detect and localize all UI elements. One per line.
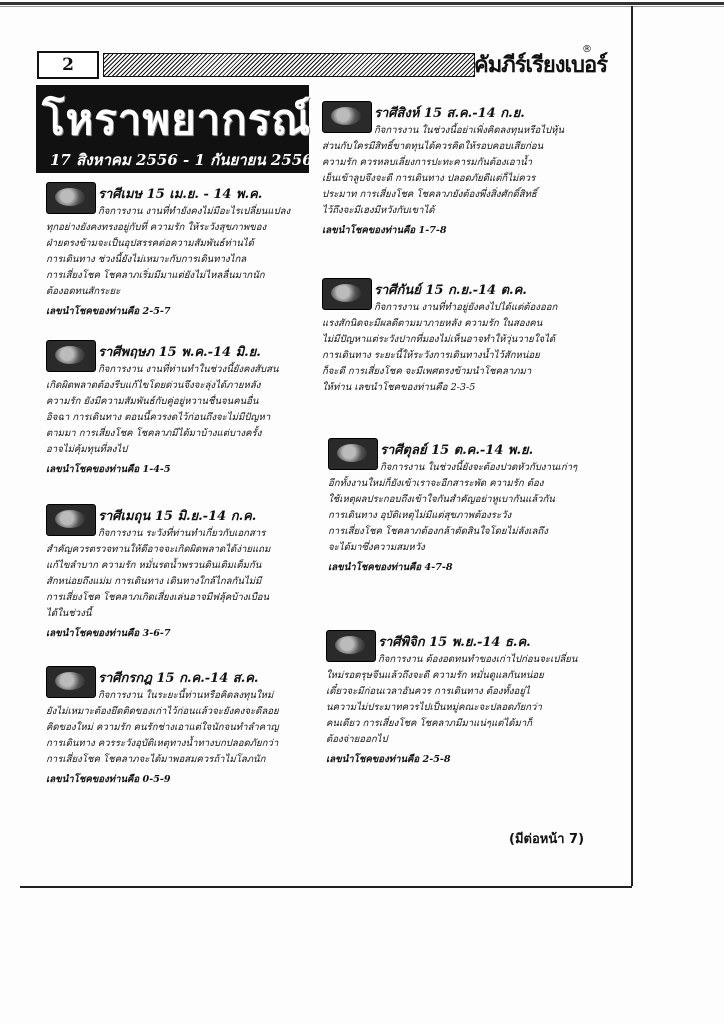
sign-line: คิดของใหม่ ความรัก คนรักช่างเอาแต่ใจนักจนทำลำคาญ: [46, 722, 279, 733]
sign-title: ราศีพิจิก 15 พ.ย.-14 ธ.ค.: [378, 635, 531, 650]
sign-line: เดี๋ยวจะมีก่อนเวลาอันควร การเดินทาง ต้องทั้งอยู่ไ: [326, 686, 530, 697]
sign-line: เกิดผิดพลาดต้องรีบแก้ไขโดยด่วนจึงจะลุ่งได้ภายหลัง: [46, 380, 261, 391]
page-header: [37, 51, 608, 78]
sign-line: อิจฉา การเดินทาง ตอนนี้ควรงดไว้ก่อนถึงจะไม่มีปัญหา: [46, 412, 271, 423]
sign-line: อีกทั้งงานใหม่ก็ยังเข้าเราจะอีกสาระพัด ความรัก ต้อง: [328, 478, 544, 489]
sign-line: ส่วนกับใครมีสิทธิ์ขาดทุนได้ควรคิดให้รอบคอบเสียก่อน: [322, 141, 544, 152]
scales-icon: [328, 438, 378, 470]
sign-line: การเดินทาง ควรระวังอุบัติเหตุทางน้ำทางบกปลอดภัยกว่า: [46, 738, 279, 749]
sign-title: ราศีกรกฎ 15 ก.ค.-14 ส.ค.: [98, 671, 259, 686]
sign-line: กิจการงาน ในช่วงนี้ยังจะต้องปวดหัวกับงานเก่าๆ: [380, 462, 578, 473]
sign-aries: [46, 182, 316, 320]
sign-line: ความรัก ยังมีความสัมพันธ์กับคู่อยู่หวานชื่นจนคนอื่น: [46, 396, 259, 407]
sign-scorpio: [326, 630, 618, 768]
bull-icon: [46, 340, 96, 372]
sign-title: ราศีตุลย์ 15 ต.ค.-14 พ.ย.: [380, 443, 534, 458]
sign-line: เย็นเข้าลูบจึงจะดี การเดินทาง ปลอดภัยดีแต่ก็ไม่ควร: [322, 173, 536, 184]
sign-cancer: [46, 666, 316, 788]
sign-line: ก็จะดี การเสี่ยงโชค จะมีเพศตรงข้ามนำโชคลาภมา: [322, 366, 532, 377]
sign-line: แรงสักนิดจะมีผลดีตามมาภายหลัง ความรัก ในสองคน: [322, 318, 543, 329]
sign-line: คนเดียว การเสี่ยงโชค โชคลาภมีมาแน่ๆแต่ได้มาก็: [326, 718, 533, 729]
sign-line: การเสี่ยงโชค โชคลาภเริ่มมีมาแต่ยังไม่ไหลลื่นมากนัก: [46, 270, 265, 281]
sign-line: กิจการงาน ในระยะนี้ท่านหรือคิดลงทุนใหม่: [98, 690, 274, 701]
sign-line: ได้ในช่วงนี้: [46, 608, 92, 619]
scan-edge: [0, 2, 724, 5]
registered-mark: ®: [582, 44, 592, 55]
sign-line: ใช้เหตุผลประกอบถึงเข้าใจกันสำคัญอย่าหูเบากันแล้วกัน: [328, 494, 555, 505]
sign-leo: [322, 101, 618, 239]
sign-title: ราศีกันย์ 15 ก.ย.-14 ต.ค.: [374, 283, 527, 298]
sign-line: ไม่มีปัญหาแต่ระวังปากที่มองไม่เห็นอาจทำให้วุ่นวายใจได้: [322, 334, 556, 345]
sign-line: กิจการงาน ต้องอดทนทำของเก่าไปก่อนจะเปลี่ยน: [378, 654, 578, 665]
page-number: 2: [37, 51, 99, 79]
sign-title: ราศีพฤษภ 15 พ.ค.-14 มิ.ย.: [98, 345, 261, 360]
sign-virgo: [322, 278, 618, 396]
sign-line: การเสี่ยงโชค โชคลาภเกิดเสี่ยงเล่นอาจมีฟลุ้คบ้างเบือน: [46, 592, 270, 603]
sign-line: ฝ่ายตรงข้ามจะเป็นอุปสรรคต่อความสัมพันธ์ท่านได้: [46, 238, 254, 249]
banner-title: โหราพยากรณ์: [42, 95, 312, 144]
sign-gemini: [46, 504, 316, 642]
sign-line: กิจการงาน งานที่ทำอยู่ยังคงไปได้แต่ต้องออก: [374, 302, 558, 313]
sign-line: อาจไม่คุ้มทุนที่ลงไป: [46, 444, 128, 455]
sign-line: การเดินทาง อุบัติเหตุไม่มีแต่สุขภาพต้องระวัง: [328, 510, 512, 521]
sign-line: นความไม่ประมาทควรไปเป็นหมู่คณะจะปลอดภัยกว่า: [326, 702, 542, 713]
lucky-number: เลขนำโชคของท่านคือ 4-7-8: [328, 562, 453, 573]
sign-line: การเดินทาง ระยะนี้ให้ระวังการเดินทางน้ำไว้สักหน่อย: [322, 350, 540, 361]
sign-title: ราศีเมษ 15 เม.ย. - 14 พ.ค.: [98, 187, 263, 202]
brand-logo: คัมภีร์เรียงเบอร์: [474, 53, 608, 78]
sign-line: การเดินทาง ช่วงนี้ยังไม่เหมาะกับการเดินทางไกล: [46, 254, 247, 265]
sign-line: สำคัญควรตรวจทานให้ดีอาจจะเกิดผิดพลาดได้ง่ายแถม: [46, 544, 271, 555]
scorpion-icon: [326, 630, 376, 662]
sign-line: การเสี่ยงโชค โชคลาภจะได้มาพอสมควรถ้าไม่โลภนัก: [46, 754, 266, 765]
lion-icon: [322, 101, 372, 133]
sign-line: จะได้มาซึ่งความสมหวัง: [328, 542, 425, 553]
lucky-number: เลขนำโชคของท่านคือ 2-5-7: [46, 306, 171, 317]
continued-note: (มีต่อหน้า 7): [509, 832, 585, 847]
sign-libra: [328, 438, 618, 576]
sign-title: ราศีสิงห์ 15 ส.ค.-14 ก.ย.: [374, 106, 525, 121]
header-hatch: [103, 53, 475, 77]
sign-line: สักหน่อยถึงแม่ม การเดินทาง เดินทางใกล้ไกลกันไม่มี: [46, 576, 262, 587]
sign-line: ต้องจ่ายออกไป: [326, 734, 388, 745]
right-rule: [631, 6, 633, 886]
lucky-number: เลขนำโชคของท่านคือ 3-6-7: [46, 628, 171, 639]
sign-line: ใหม่รอตรุษจีนแล้วถึงจะดี ความรัก หมั่นดูแลกันหน่อย: [326, 670, 544, 681]
sign-line: กิจการงาน ระวังที่ท่านทำเกี่ยวกับเอกสาร: [98, 528, 266, 539]
sign-taurus: [46, 340, 316, 478]
lucky-number: เลขนำโชคของท่านคือ 2-5-8: [326, 754, 451, 765]
lucky-number: เลขนำโชคของท่านคือ 1-7-8: [322, 225, 447, 236]
sign-line: ยังไม่เหมาะต้องยึดติดของเก่าไว้ก่อนแล้วจะยังคงจะดีลอย: [46, 706, 279, 717]
sign-line: ตามมา การเสี่ยงโชค โชคลาภมีได้มาบ้างแต่บางครั้ง: [46, 428, 262, 439]
sign-line: ทุกอย่างยังคงทรงอยู่กับที่ ความรัก ให้ระวังสุขภาพของ: [46, 222, 267, 233]
sign-line: ให้ท่าน เลขนำโชคของท่านคือ 2-3-5: [322, 382, 476, 393]
crab-icon: [46, 666, 96, 698]
maiden-icon: [322, 278, 372, 310]
sign-line: กิจการงาน งานที่ท่านทำในช่วงนี้ยังคงสับสน: [98, 364, 279, 375]
sign-line: ต้องอดทนสักระยะ: [46, 286, 121, 297]
sign-line: แก้ไขลำบาก ความรัก หมั่นรดน้ำพรวนดินเติมเต็มกัน: [46, 560, 262, 571]
sign-line: ประมาท การเสี่ยงโชค โชคลาภยังต้องพึ่งสิ่งศักดิ์สิทธิ์: [322, 189, 537, 200]
sign-line: ความรัก ควรหลบเลี่ยงการปะทะคารมกันต้องเอาน้ำ: [322, 157, 533, 168]
lucky-number: เลขนำโชคของท่านคือ 1-4-5: [46, 464, 171, 475]
sign-line: การเสี่ยงโชค โชคลาภต้องกล้าตัดสินใจโดยไม่ลังเลถึง: [328, 526, 548, 537]
banner-date: 17 สิงหาคม 2556 - 1 กันยายน 2556: [50, 151, 313, 169]
sign-line: กิจการงาน งานที่ทำยังคงไม่มีอะไรเปลี่ยนแปลง: [98, 206, 291, 217]
sign-line: กิจการงาน ในช่วงนี้อย่าเพิ่งคิดลงทุนหรือไปหุ้น: [374, 125, 565, 136]
horoscope-banner: [36, 85, 313, 173]
lucky-number: เลขนำโชคของท่านคือ 0-5-9: [46, 774, 171, 785]
sign-line: ไว้ถึงจะมีเฮงมีหวังกับเขาได้: [322, 205, 435, 216]
sign-title: ราศีเมถุน 15 มิ.ย.-14 ก.ค.: [98, 509, 257, 524]
bottom-rule: [20, 886, 632, 888]
twins-icon: [46, 504, 96, 536]
top-rule: [0, 6, 724, 7]
ram-icon: [46, 182, 96, 214]
